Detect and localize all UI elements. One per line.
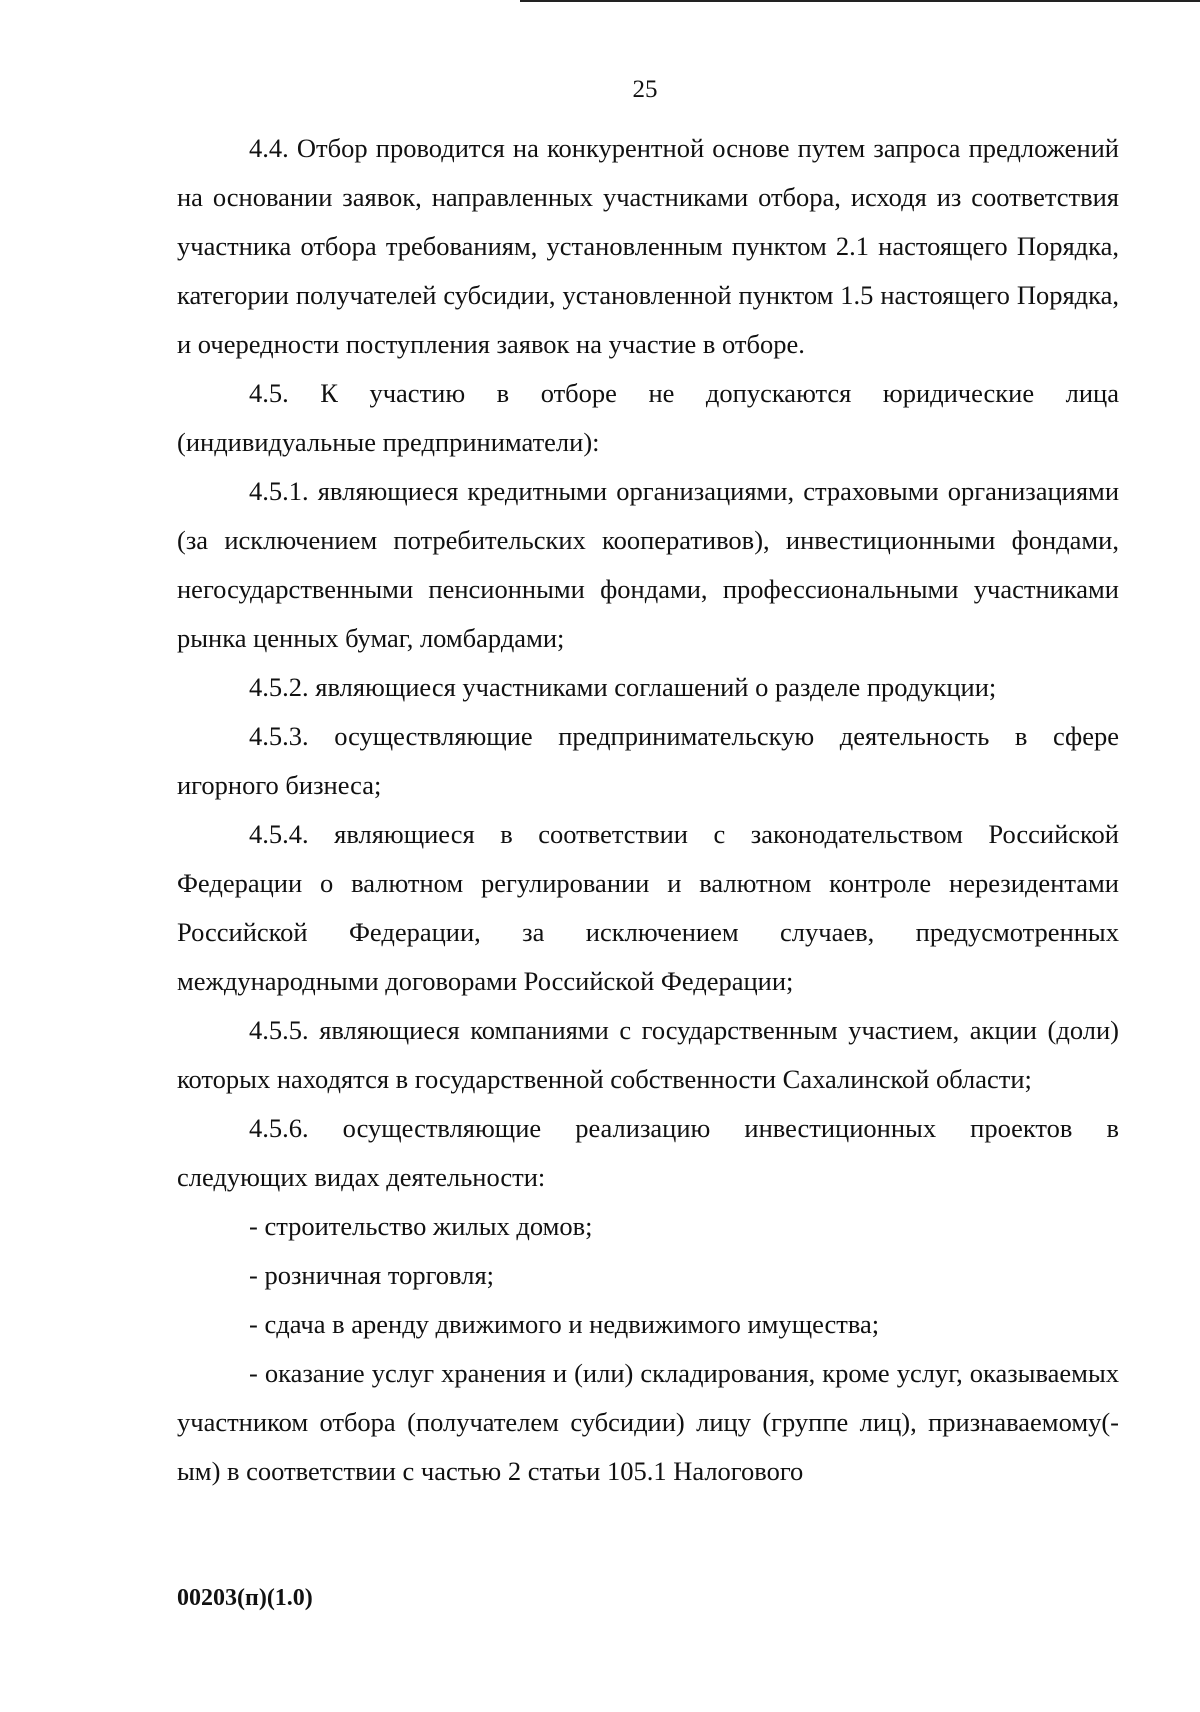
paragraph-4-5-3: 4.5.3. осуществляющие предпринимательскую деятельность в сфере игорного бизнеса; [177, 721, 1119, 800]
paragraph-4-5-2: 4.5.2. являющиеся участниками соглашений о разделе продукции; [249, 672, 997, 702]
list-item-housing-construction: - строительство жилых домов; [249, 1211, 593, 1241]
list-item-storage-services: - оказание услуг хранения и (или) складирования, кроме услуг, оказываемых участником отбора (получателем субсидии) лицу (группе лиц), признаваемому(-ым) в соответствии с частью 2 статьи 105.1 Налогового [177, 1358, 1119, 1486]
top-border-line [520, 0, 1200, 2]
paragraph-4-5-5: 4.5.5. являющиеся компаниями с государственным участием, акции (доли) которых находятся в государственной собственности Сахалинской области; [177, 1015, 1119, 1094]
paragraph-4-5-4: 4.5.4. являющиеся в соответствии с законодательством Российской Федерации о валютном регулировании и валютном контроле нерезидентами Российской Федерации, за исключением случаев, предусмотренных международными договорами Российской Федерации; [177, 819, 1119, 996]
document-body [177, 124, 1119, 1496]
paragraph-4-5-1: 4.5.1. являющиеся кредитными организациями, страховыми организациями (за исключением потребительских кооперативов), инвестиционными фондами, негосударственными пенсионными фондами, профессиональными участниками рынка ценных бумаг, ломбардами; [177, 476, 1119, 653]
paragraph-4-5: 4.5. К участию в отборе не допускаются юридические лица (индивидуальные предприниматели): [177, 378, 1119, 457]
list-item-property-rental: - сдача в аренду движимого и недвижимого имущества; [249, 1309, 880, 1339]
list-item-retail-trade: - розничная торговля; [249, 1260, 494, 1290]
document-code: 00203(п)(1.0) [177, 1585, 313, 1611]
paragraph-4-4: 4.4. Отбор проводится на конкурентной основе путем запроса предложений на основании заявок, направленных участниками отбора, исходя из соответствия участника отбора требованиям, установленным пунктом 2.1 настоящего Порядка, категории получателей субсидии, установленной пунктом 1.5 настоящего Порядка, и очередности поступления заявок на участие в отборе. [177, 133, 1119, 359]
page-number: 25 [632, 76, 658, 103]
paragraph-4-5-6: 4.5.6. осуществляющие реализацию инвестиционных проектов в следующих видах деятельности: [177, 1113, 1119, 1192]
